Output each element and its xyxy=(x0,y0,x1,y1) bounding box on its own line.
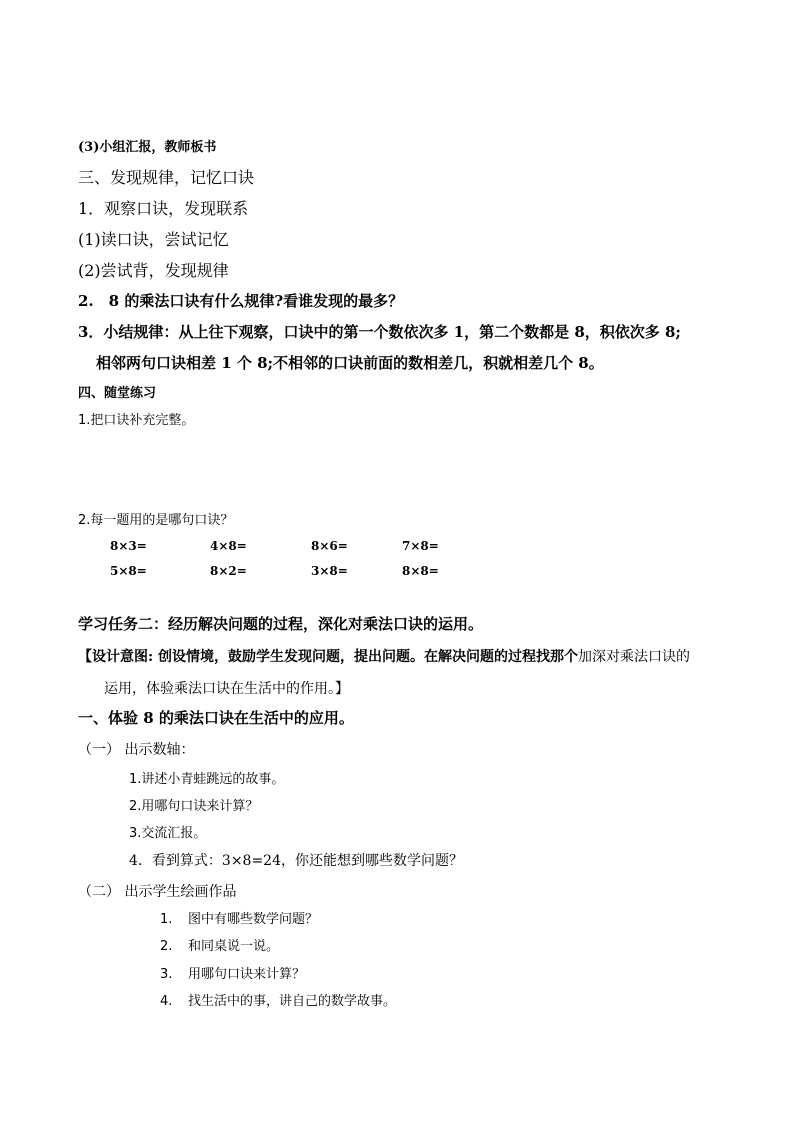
design-intent-line1 xyxy=(78,650,690,664)
sub2-item-number: 4. xyxy=(160,994,173,1009)
exercise-cell: 4×8= xyxy=(210,539,247,553)
item-3-summary-line2: 相邻两句口诀相差 1 个 8;不相邻的口诀前面的数相差几，积就相差几个 8。 xyxy=(96,354,604,372)
item-1a-read: (1)读口诀，尝试记忆 xyxy=(78,230,229,249)
exercise-cell: 3×8= xyxy=(311,564,348,578)
design-intent-line2: 运用，体验乘法口诀在生活中的作用。】 xyxy=(104,681,349,697)
section-1-title: 一、体验 8 的乘法口诀在生活中的应用。 xyxy=(78,709,354,727)
group-report-line: (3)小组汇报，教师板书 xyxy=(78,140,217,155)
sub2-item-text: 图中有哪些数学问题？ xyxy=(188,912,319,927)
sub1-item: 2.用哪句口诀来计算？ xyxy=(129,799,259,814)
exercise-1-label: 1.把口诀补充完整。 xyxy=(78,413,195,428)
sub2-item-text: 用哪句口诀来计算？ xyxy=(188,967,306,982)
sub1-item: 3.交流汇报。 xyxy=(129,826,207,841)
sub2-item-number: 2. xyxy=(160,939,173,954)
sub2-item-number: 3. xyxy=(160,967,173,982)
sub1-item: 1.讲述小青蛙跳远的故事。 xyxy=(129,772,285,787)
subsection-1-title: （一） 出示数轴： xyxy=(78,742,195,758)
section-4-title: 四、随堂练习 xyxy=(78,386,157,401)
sub2-item-text: 找生活中的事，讲自己的数学故事。 xyxy=(188,994,397,1009)
item-1b-recite: (2)尝试背，发现规律 xyxy=(78,261,229,280)
sub1-item: 4．看到算式：3×8=24，你还能想到哪些数学问题？ xyxy=(129,853,463,869)
learning-task-2-title: 学习任务二：经历解决问题的过程，深化对乘法口诀的运用。 xyxy=(78,615,484,633)
item-3-summary-line1: 3．小结规律：从上往下观察，口诀中的第一个数依次多 1，第二个数都是 8，积依次多 8; xyxy=(78,323,681,341)
exercise-cell: 8×2= xyxy=(210,564,247,578)
exercise-cell: 8×8= xyxy=(402,564,439,578)
item-2-pattern-question: 2. 8 的乘法口诀有什么规律?看谁发现的最多？ xyxy=(78,292,404,310)
exercise-cell: 5×8= xyxy=(110,564,147,578)
design-intent-bold: 【设计意图: 创设情境，鼓励学生发现问题，提出问题。在解决问题的过程找那个 xyxy=(78,649,579,665)
subsection-2-title: （二） 出示学生绘画作品 xyxy=(78,884,237,900)
sub2-item-number: 1. xyxy=(160,912,173,927)
design-intent-rest: 加深对乘法口诀的 xyxy=(578,649,691,665)
exercise-cell: 8×3= xyxy=(110,539,147,553)
exercise-cell: 8×6= xyxy=(311,539,348,553)
exercise-cell: 7×8= xyxy=(402,539,439,553)
item-1-observe: 1．观察口诀，发现联系 xyxy=(78,199,249,218)
exercise-2-label: 2.每一题用的是哪句口诀？ xyxy=(78,513,234,528)
sub2-item-text: 和同桌说一说。 xyxy=(188,939,280,954)
section-3-title: 三、发现规律，记忆口诀 xyxy=(78,168,255,187)
